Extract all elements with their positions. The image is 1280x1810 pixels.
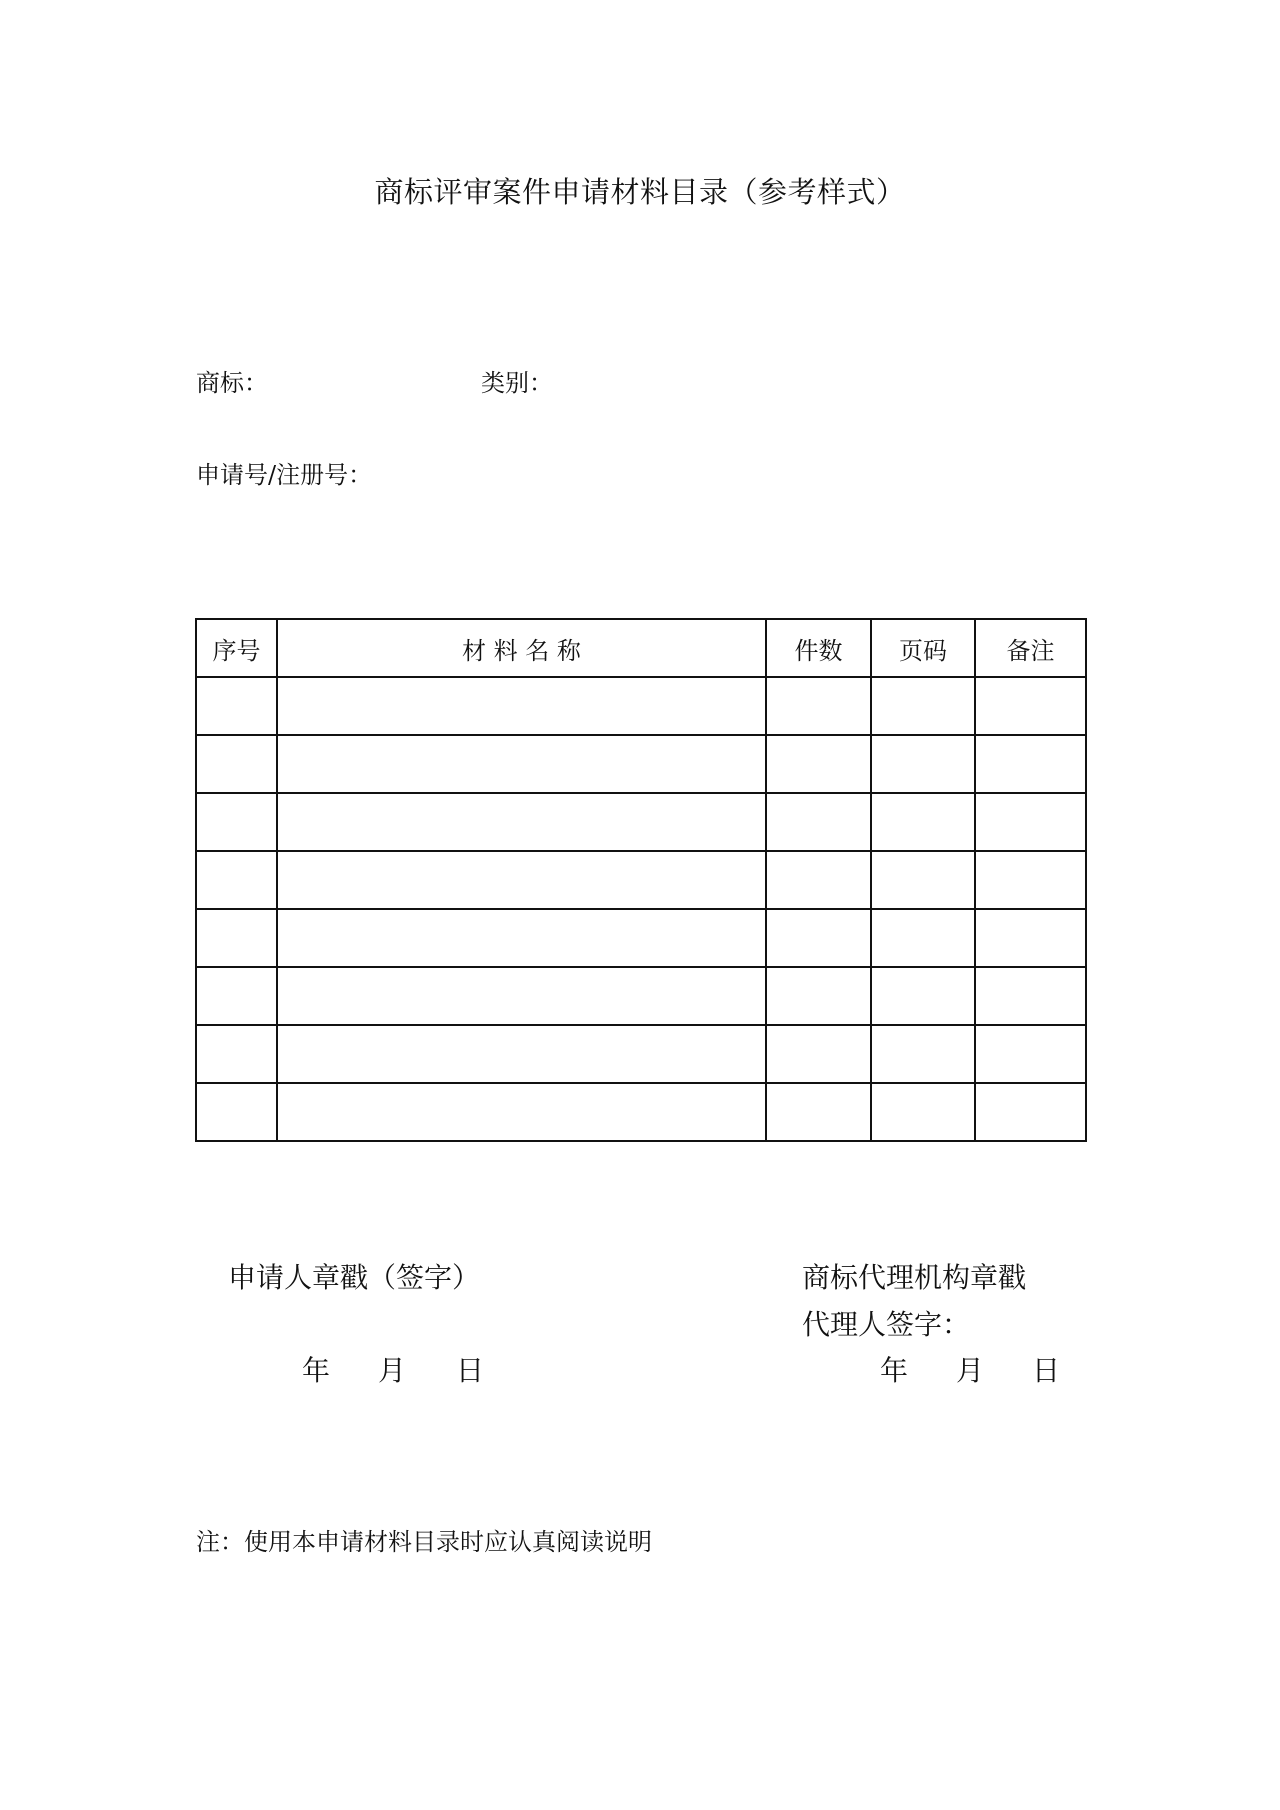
trademark-label: 商标： <box>196 369 268 397</box>
cell[interactable] <box>196 1083 277 1141</box>
cell[interactable] <box>871 909 975 967</box>
cell[interactable] <box>871 793 975 851</box>
header-page-number: 页码 <box>871 619 975 677</box>
agency-date-day: 日 <box>1032 1354 1061 1387</box>
cell[interactable] <box>975 677 1086 735</box>
application-registration-number-label: 申请号/注册号： <box>196 461 373 489</box>
table-row <box>196 677 1086 735</box>
applicant-date-day: 日 <box>456 1354 485 1387</box>
agency-date-month: 月 <box>956 1354 985 1387</box>
cell[interactable] <box>196 735 277 793</box>
cell[interactable] <box>975 1025 1086 1083</box>
cell[interactable] <box>871 735 975 793</box>
cell[interactable] <box>766 851 871 909</box>
cell[interactable] <box>871 967 975 1025</box>
cell[interactable] <box>975 851 1086 909</box>
cell[interactable] <box>975 793 1086 851</box>
cell[interactable] <box>766 793 871 851</box>
header-remarks: 备注 <box>975 619 1086 677</box>
table-row <box>196 967 1086 1025</box>
cell[interactable] <box>766 1083 871 1141</box>
cell[interactable] <box>196 677 277 735</box>
applicant-seal-label: 申请人章戳（签字） <box>228 1261 481 1294</box>
agent-signature-label: 代理人签字： <box>802 1308 971 1341</box>
document-title: 商标评审案件申请材料目录（参考样式） <box>374 175 906 209</box>
cell[interactable] <box>277 851 766 909</box>
cell[interactable] <box>871 851 975 909</box>
cell[interactable] <box>277 1083 766 1141</box>
cell[interactable] <box>277 793 766 851</box>
cell[interactable] <box>766 967 871 1025</box>
table-row <box>196 851 1086 909</box>
cell[interactable] <box>277 1025 766 1083</box>
cell[interactable] <box>196 1025 277 1083</box>
cell[interactable] <box>277 735 766 793</box>
cell[interactable] <box>196 909 277 967</box>
cell[interactable] <box>766 909 871 967</box>
table-row <box>196 909 1086 967</box>
cell[interactable] <box>975 735 1086 793</box>
cell[interactable] <box>871 1083 975 1141</box>
cell[interactable] <box>871 677 975 735</box>
table-row <box>196 793 1086 851</box>
table-row <box>196 1025 1086 1083</box>
cell[interactable] <box>766 1025 871 1083</box>
header-serial-number: 序号 <box>196 619 277 677</box>
cell[interactable] <box>871 1025 975 1083</box>
header-material-name: 材 料 名 称 <box>277 619 766 677</box>
class-label: 类别： <box>481 369 553 397</box>
table-row <box>196 1083 1086 1141</box>
cell[interactable] <box>766 735 871 793</box>
applicant-date-year: 年 <box>302 1354 331 1387</box>
cell[interactable] <box>196 851 277 909</box>
cell[interactable] <box>975 909 1086 967</box>
table-row <box>196 735 1086 793</box>
cell[interactable] <box>277 967 766 1025</box>
cell[interactable] <box>196 793 277 851</box>
materials-table <box>195 618 1087 1142</box>
cell[interactable] <box>766 677 871 735</box>
agency-seal-label: 商标代理机构章戳 <box>802 1261 1027 1294</box>
cell[interactable] <box>277 909 766 967</box>
agency-date-year: 年 <box>880 1354 909 1387</box>
cell[interactable] <box>196 967 277 1025</box>
table-header-row <box>196 619 1086 677</box>
cell[interactable] <box>975 1083 1086 1141</box>
header-copies: 件数 <box>766 619 871 677</box>
cell[interactable] <box>975 967 1086 1025</box>
usage-note: 注：使用本申请材料目录时应认真阅读说明 <box>196 1528 652 1556</box>
applicant-date-month: 月 <box>378 1354 407 1387</box>
cell[interactable] <box>277 677 766 735</box>
